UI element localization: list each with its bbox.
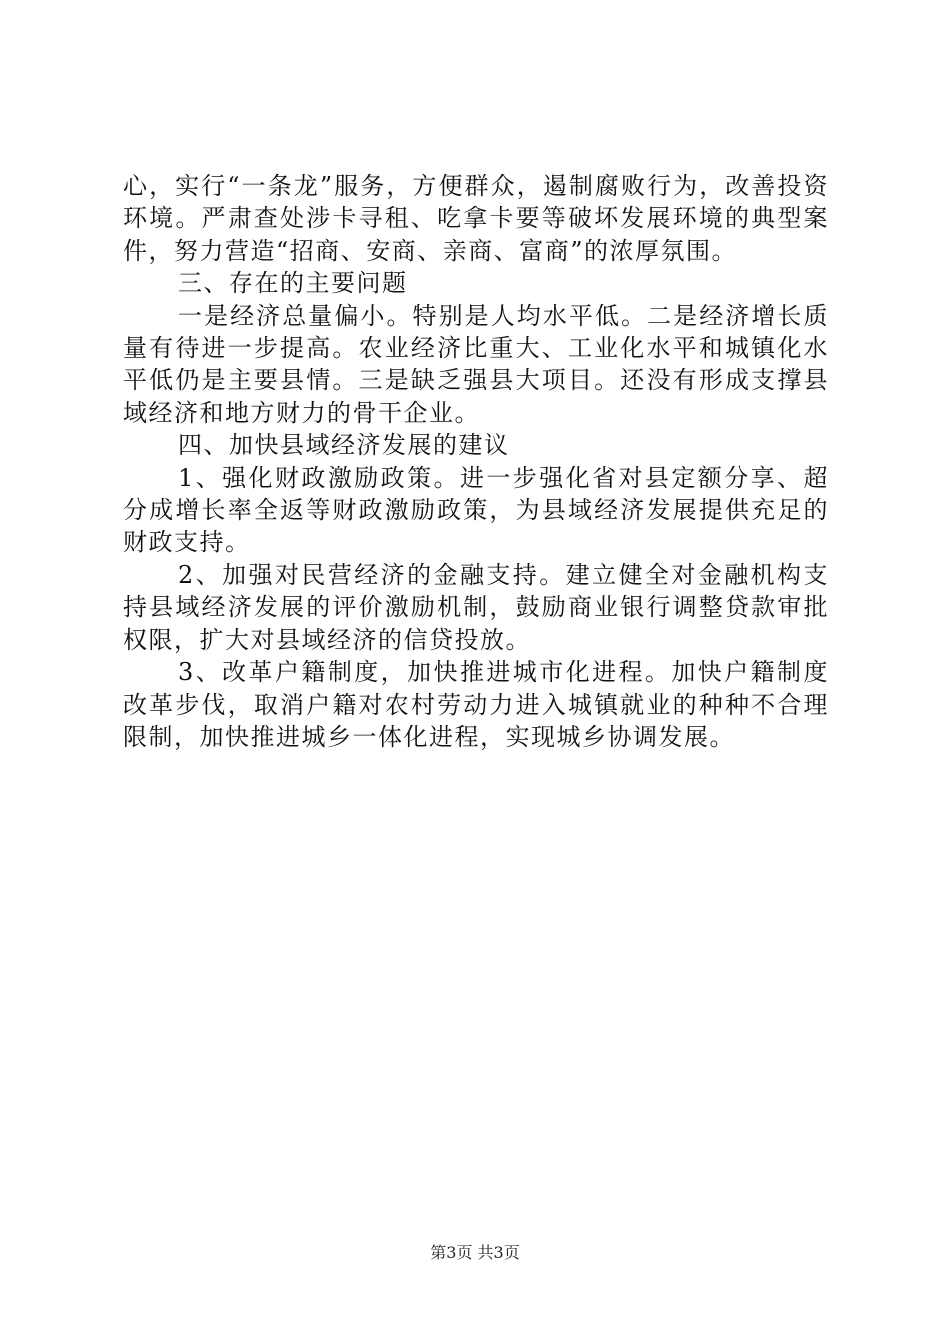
- section-heading-suggestions: 四、加快县域经济发展的建议: [178, 431, 510, 460]
- page-number-footer: 第3页 共3页: [430, 1243, 520, 1262]
- document-body: [123, 170, 829, 753]
- paragraph-suggestion-3: 3、改革户籍制度，加快推进城市化进程。加快户籍制度改革步伐，取消户籍对农村劳动力进入城镇就业的种种不合理限制，加快推进城乡一体化进程，实现城乡协调发展。: [123, 658, 829, 751]
- section-heading-problems: 三、存在的主要问题: [178, 269, 408, 298]
- paragraph-suggestion-2: 2、加强对民营经济的金融支持。建立健全对金融机构支持县域经济发展的评价激励机制，鼓励商业银行调整贷款审批权限，扩大对县域经济的信贷投放。: [123, 560, 829, 654]
- paragraph-problems: 一是经济总量偏小。特别是人均水平低。二是经济增长质量有待进一步提高。农业经济比重大、工业化水平和城镇化水平低仍是主要县情。三是缺乏强县大项目。还没有形成支撑县域经济和地方财力的骨干企业。: [123, 301, 829, 427]
- paragraph-suggestion-1: 1、强化财政激励政策。进一步强化省对县定额分享、超分成增长率全返等财政激励政策，为县域经济发展提供充足的财政支持。: [123, 463, 829, 557]
- paragraph-continuation: 心，实行“一条龙”服务，方便群众，遏制腐败行为，改善投资环境。严肃查处涉卡寻租、吃拿卡要等破坏发展环境的典型案件，努力营造“招商、安商、亲商、富商”的浓厚氛围。: [123, 172, 829, 265]
